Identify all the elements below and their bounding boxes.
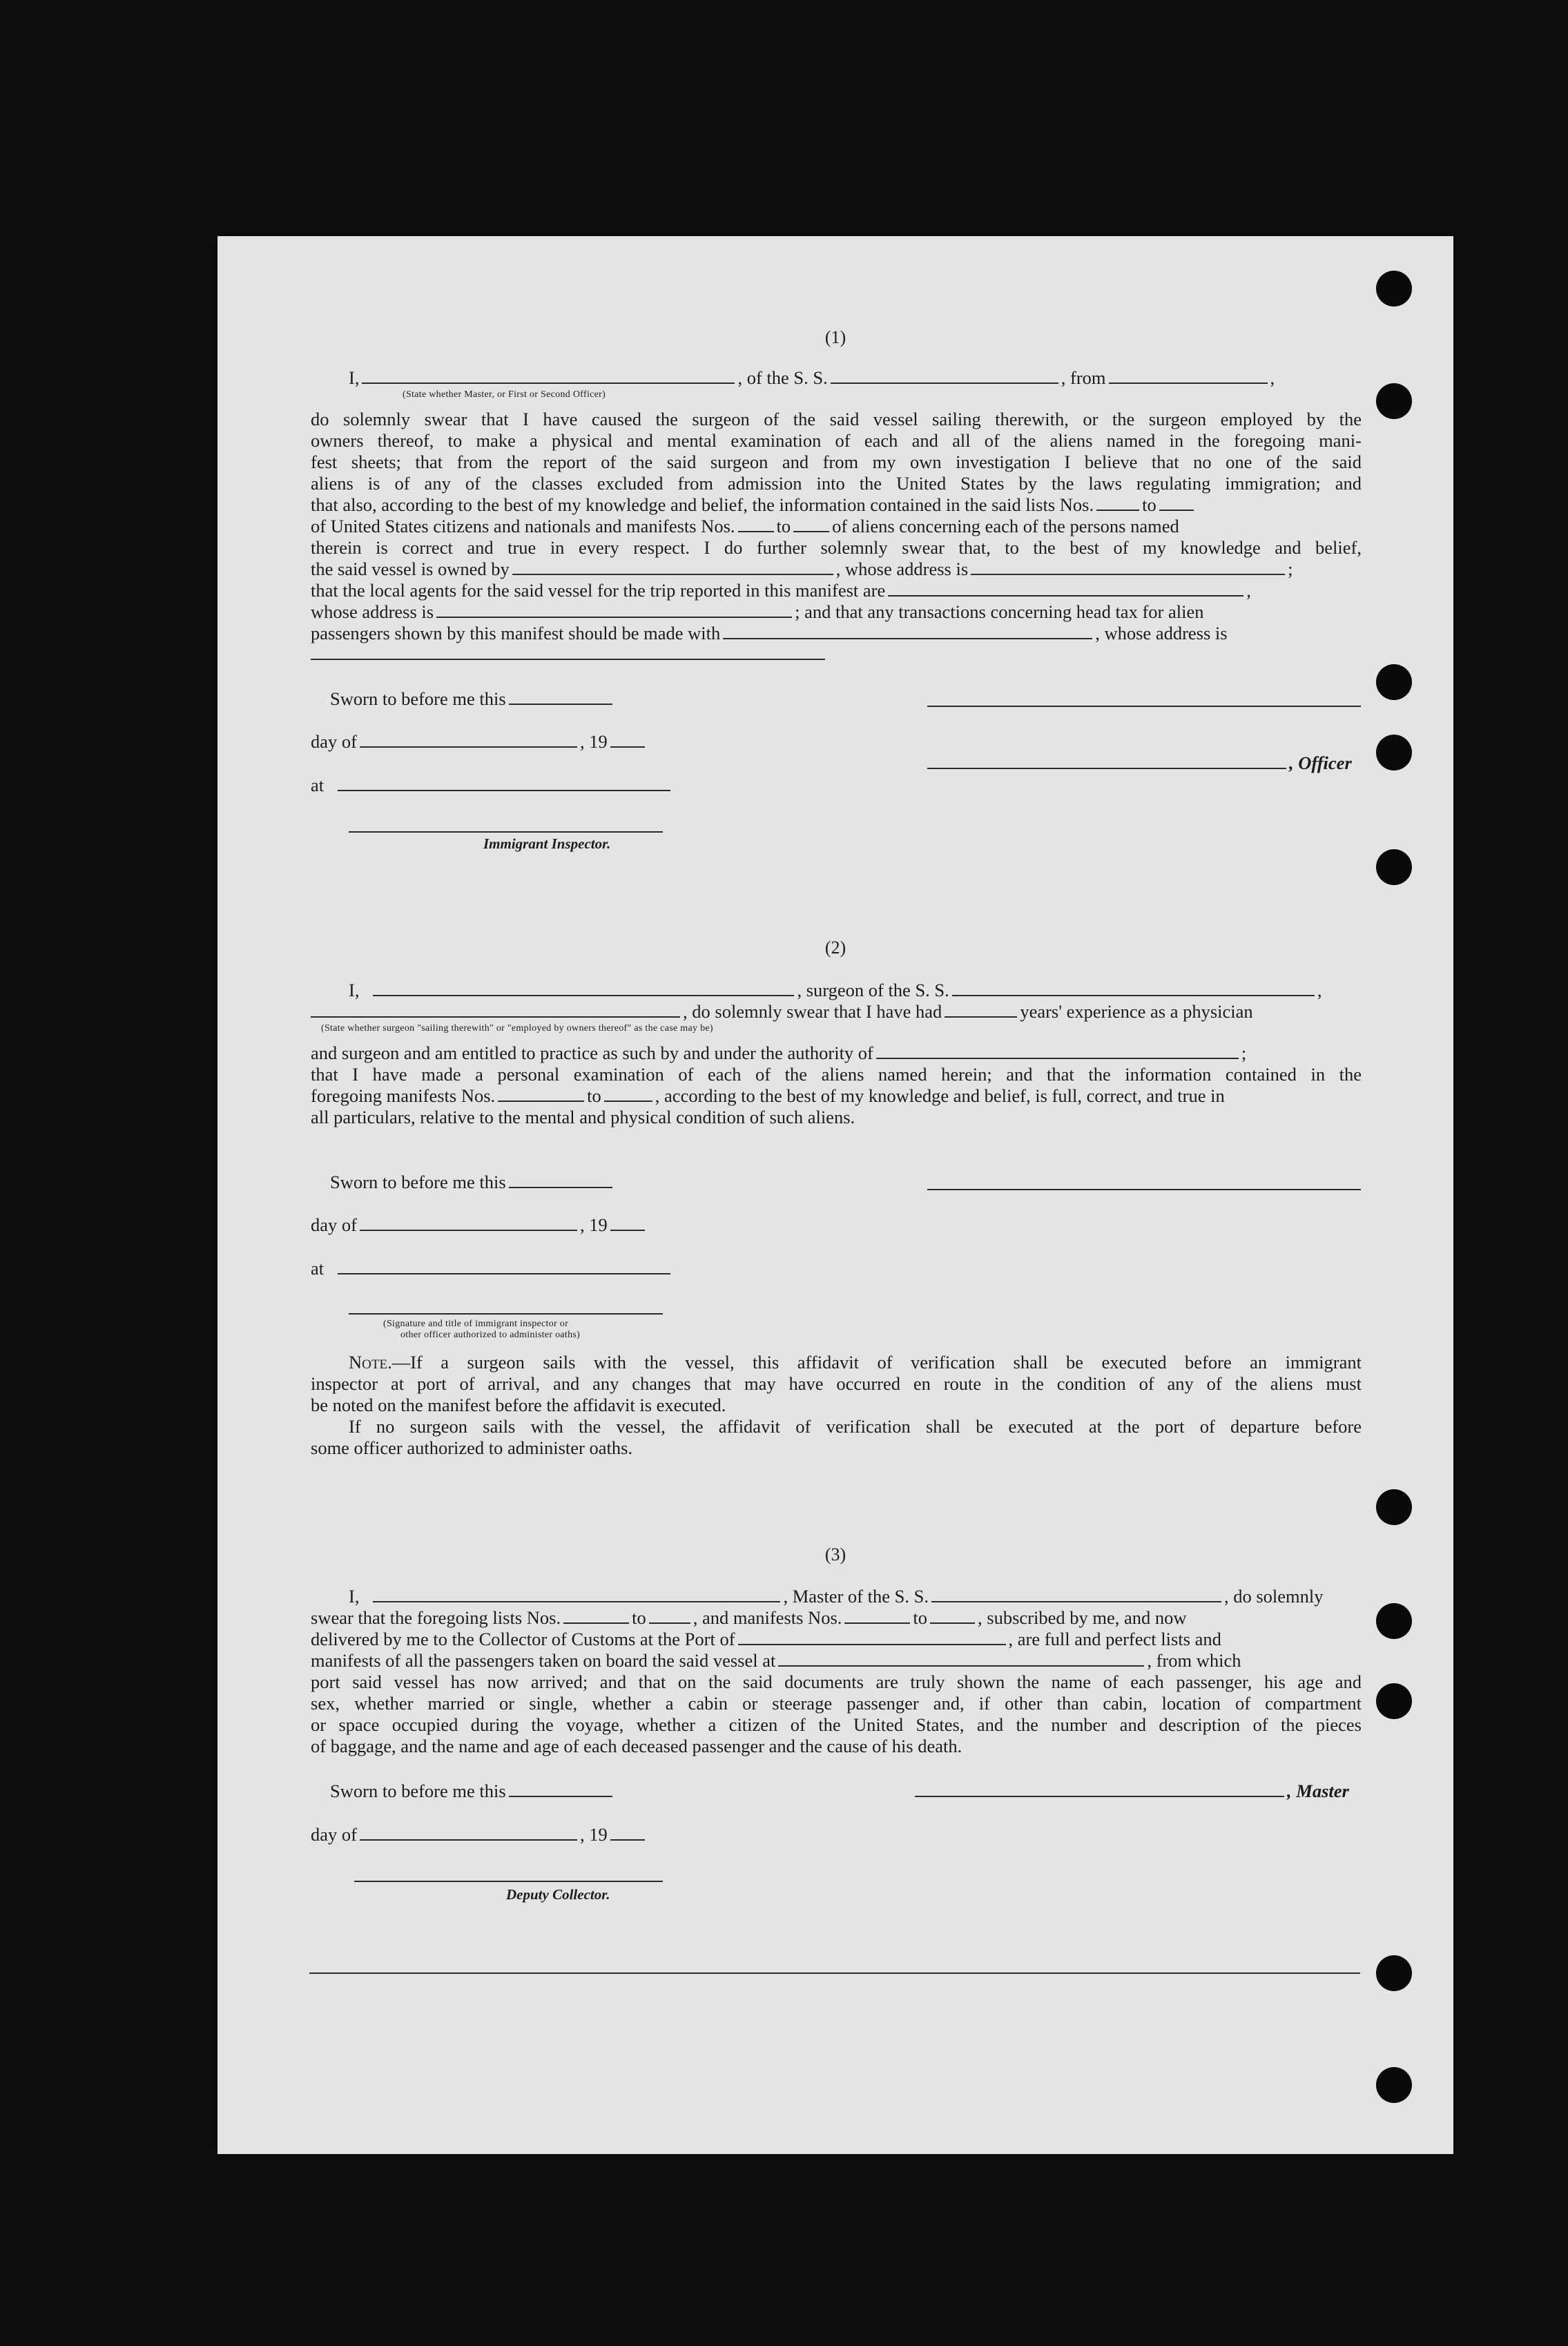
note-line: be noted on the manifest before the affidavit is executed. <box>311 1395 726 1415</box>
manifests-from-field[interactable] <box>844 1610 910 1624</box>
manifests-to-field[interactable] <box>930 1610 975 1624</box>
s3-para-line: delivered by me to the Collector of Customs at the Port of , are full and perfect lists and <box>311 1629 1221 1649</box>
authority-field[interactable] <box>876 1045 1239 1059</box>
section-number: (3) <box>824 1544 846 1564</box>
s2-para-line: that I have made a personal examination of each of the aliens named herein; and that the information contained in the <box>311 1064 1362 1085</box>
deputy-signature-line[interactable] <box>354 1881 663 1882</box>
deputy-caption: Deputy Collector. <box>506 1886 610 1903</box>
day-of-field[interactable] <box>360 1827 577 1841</box>
punch-hole <box>1376 2067 1412 2103</box>
vessel-name-field[interactable] <box>952 982 1315 996</box>
punch-hole <box>1376 1955 1412 1991</box>
surgeon-status-field[interactable] <box>311 1004 680 1018</box>
local-agents-field[interactable] <box>888 583 1243 597</box>
vessel-name-field[interactable] <box>831 370 1058 384</box>
note-line: If no surgeon sails with the vessel, the affidavit of verification shall be executed at the port of departure before <box>349 1416 1362 1437</box>
day-of-field[interactable] <box>360 734 577 748</box>
manifests-from-field[interactable] <box>738 518 774 532</box>
years-experience-field[interactable] <box>945 1004 1017 1018</box>
inspector-caption: Immigrant Inspector. <box>483 835 611 852</box>
owner-address-field[interactable] <box>971 561 1285 575</box>
s1-para-line: fest sheets; that from the report of the said surgeon and from my own investigation I believe that no one of the said <box>311 452 1362 472</box>
lists-from-field[interactable] <box>563 1610 629 1624</box>
lists-to-field[interactable] <box>1159 497 1194 511</box>
note-line: inspector at port of arrival, and any changes that may have occurred en route in the condition of any of the aliens must <box>311 1373 1362 1394</box>
signature-caption: (Signature and title of immigrant inspector or <box>383 1319 569 1329</box>
agents-address-field[interactable] <box>436 604 792 618</box>
sworn-line: Sworn to before me this <box>330 1172 615 1192</box>
s1-para-line: that the local agents for the said vessel for the trip reported in this manifest are , <box>311 580 1251 601</box>
s1-para-line: do solemnly swear that I have caused the surgeon of the said vessel sailing therewith, or the surgeon employed by the <box>311 409 1362 429</box>
port-field[interactable] <box>738 1631 1006 1645</box>
master-name-field[interactable] <box>373 1589 780 1602</box>
address-line[interactable] <box>311 659 825 660</box>
day-of-line: day of , 19 <box>311 731 648 752</box>
at-line: at <box>311 775 673 795</box>
manifests-from-field[interactable] <box>498 1088 584 1102</box>
punch-hole <box>1376 1683 1412 1719</box>
officer-rank-field[interactable] <box>362 370 735 384</box>
year-field[interactable] <box>610 1217 645 1231</box>
day-of-line: day of , 19 <box>311 1214 648 1235</box>
s1-para-line: that also, according to the best of my knowledge and belief, the information contained in the said lists Nos. to <box>311 494 1197 515</box>
at-place-field[interactable] <box>338 777 670 791</box>
s3-para-line: port said vessel has now arrived; and that on the said documents are truly shown the name of each passenger, his age and <box>311 1671 1362 1692</box>
sworn-date-field[interactable] <box>509 1174 612 1188</box>
s1-para-line: the said vessel is owned by , whose address is ; <box>311 559 1293 579</box>
boarding-port-field[interactable] <box>778 1653 1144 1667</box>
master-signature-field[interactable] <box>915 1783 1284 1797</box>
owner-field[interactable] <box>512 561 833 575</box>
s2-para-line: all particulars, relative to the mental and physical condition of such aliens. <box>311 1107 855 1127</box>
s2-line-2: , do solemnly swear that I have had years' experience as a physician <box>311 1001 1253 1022</box>
manifests-to-field[interactable] <box>604 1088 652 1102</box>
s1-para-line: aliens is of any of the classes excluded from admission into the United States by the laws regulating immigration; and <box>311 473 1362 494</box>
surgeon-status-caption: (State whether surgeon "sailing therewith" or "employed by owners thereof" as the case may be) <box>321 1023 713 1034</box>
sworn-line: Sworn to before me this <box>330 1781 615 1801</box>
s1-line-1: I, , of the S. S. , from , <box>349 367 1275 388</box>
punch-hole <box>1376 1603 1412 1639</box>
day-of-line: day of , 19 <box>311 1824 648 1845</box>
year-field[interactable] <box>610 734 645 748</box>
s3-para-line: of baggage, and the name and age of each deceased passenger and the cause of his death. <box>311 1736 962 1756</box>
manifests-to-field[interactable] <box>793 518 829 532</box>
sworn-date-field[interactable] <box>509 691 612 705</box>
sworn-date-field[interactable] <box>509 1783 612 1797</box>
s2-line-1: I, , surgeon of the S. S. , <box>349 980 1322 1000</box>
inspector-signature-line[interactable] <box>349 1313 663 1315</box>
surgeon-signature-line[interactable] <box>927 1189 1361 1190</box>
s1-para-line: owners thereof, to make a physical and mental examination of each and all of the aliens named in the foregoing mani- <box>311 430 1362 451</box>
s3-para-line: or space occupied during the voyage, whether a citizen of the United States, and the number and description of the pieces <box>311 1714 1362 1735</box>
from-port-field[interactable] <box>1109 370 1268 384</box>
s1-para-line: therein is correct and true in every respect. I do further solemnly swear that, to the best of my knowledge and belief, <box>311 537 1362 558</box>
sworn-line: Sworn to before me this <box>330 688 615 709</box>
punch-hole <box>1376 383 1412 419</box>
s3-para-line: sex, whether married or single, whether a cabin or steerage passenger and, if other than cabin, location of compartment <box>311 1693 1362 1714</box>
officer-signature-line-1[interactable] <box>927 706 1361 707</box>
punch-hole <box>1376 664 1412 700</box>
s3-line-1: I, , Master of the S. S. , do solemnly <box>349 1586 1324 1607</box>
lists-from-field[interactable] <box>1096 497 1139 511</box>
s3-para-line: swear that the foregoing lists Nos. to , and manifests Nos. to , subscribed by me, and now <box>311 1607 1187 1628</box>
punch-hole <box>1376 735 1412 770</box>
bottom-rule <box>309 1972 1360 1974</box>
punch-hole <box>1376 1489 1412 1525</box>
punch-hole <box>1376 849 1412 885</box>
vessel-name-field[interactable] <box>931 1589 1221 1602</box>
at-line: at <box>311 1258 673 1279</box>
surgeon-name-field[interactable] <box>373 982 794 996</box>
signature-caption: other officer authorized to administer oaths) <box>400 1330 581 1340</box>
s2-para-line: and surgeon and am entitled to practice as such by and under the authority of ; <box>311 1043 1247 1063</box>
master-line: , Master <box>915 1781 1349 1801</box>
form-page <box>217 236 1453 2154</box>
officer-line: , Officer <box>927 753 1352 773</box>
s3-para-line: manifests of all the passengers taken on board the said vessel at , from which <box>311 1650 1241 1671</box>
day-of-field[interactable] <box>360 1217 577 1231</box>
punch-hole <box>1376 271 1412 307</box>
s1-para-line: passengers shown by this manifest should be made with , whose address is <box>311 623 1228 643</box>
note-line: Note.—If a surgeon sails with the vessel, this affidavit of verification shall be executed before an immigrant <box>349 1352 1362 1373</box>
s1-para-line: of United States citizens and nationals and manifests Nos. to of aliens concerning each of the persons named <box>311 516 1179 536</box>
at-place-field[interactable] <box>338 1261 670 1274</box>
section-number: (1) <box>824 327 846 347</box>
note-line: some officer authorized to administer oaths. <box>311 1437 633 1458</box>
head-tax-contact-field[interactable] <box>723 626 1092 639</box>
s2-para-line: foregoing manifests Nos. to , according to the best of my knowledge and belief, is full, correct, and true in <box>311 1085 1225 1106</box>
s1-para-line: whose address is ; and that any transactions concerning head tax for alien <box>311 601 1204 622</box>
lists-to-field[interactable] <box>649 1610 690 1624</box>
year-field[interactable] <box>610 1827 645 1841</box>
officer-signature-field[interactable] <box>927 755 1286 769</box>
section-number: (2) <box>824 938 846 958</box>
officer-rank-caption: (State whether Master, or First or Second Officer) <box>403 389 606 400</box>
inspector-signature-line[interactable] <box>349 831 663 833</box>
